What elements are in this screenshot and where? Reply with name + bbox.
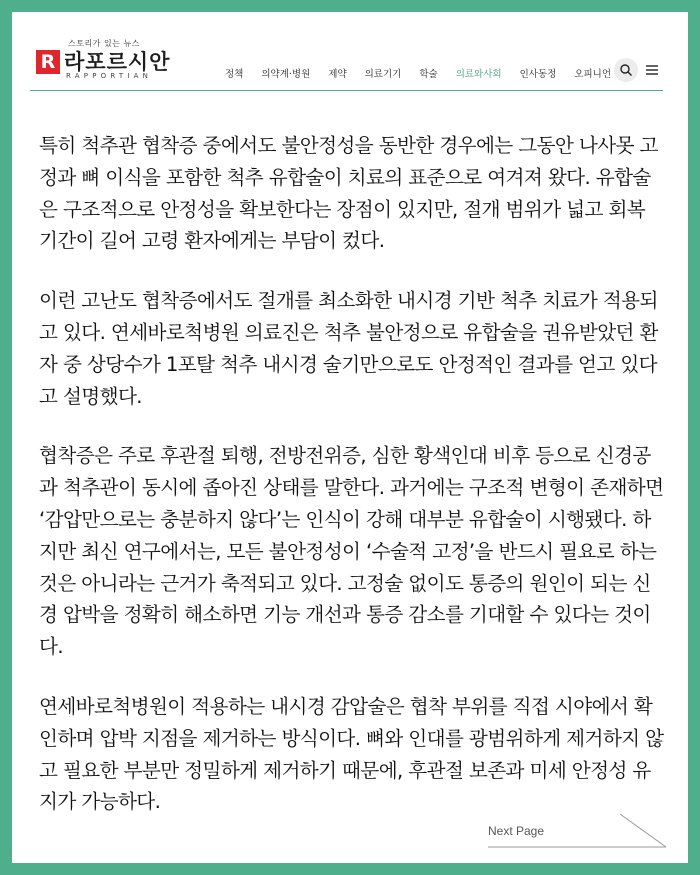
nav-item-policy[interactable]: 정책 (225, 69, 244, 80)
logo-tagline: 스토리가 있는 뉴스 (68, 39, 140, 48)
main-nav (225, 66, 629, 80)
header-divider (30, 90, 663, 91)
nav-item-hospital[interactable]: 의약계·병원 (261, 69, 311, 80)
logo-subtitle: RAPPORTIAN (66, 72, 153, 80)
site-header (12, 12, 688, 92)
next-page-link[interactable]: Next Page (488, 824, 545, 838)
menu-button[interactable] (644, 62, 660, 78)
article-paragraph-1: 특히 척추관 협착증 중에서도 불안정성을 동반한 경우에는 그동안 나사못 고정과 뼈 이식을 포함한 척추 유합술이 치료의 표준으로 여겨져 왔다. 유합술은 구조적으로 안정성을 확보한다는 장점이 있지만, 절개 범위가 넓고 회복 기간이 길어 고령 환자에게는 부담이 컸다. (39, 134, 658, 253)
logo-name[interactable]: 라포르시안 (64, 50, 171, 74)
nav-item-devices[interactable]: 의료기기 (364, 69, 402, 80)
nav-item-opinion[interactable]: 오피니언 (574, 69, 612, 80)
hamburger-menu-icon (644, 62, 660, 78)
article-body (39, 130, 669, 846)
nav-item-academic[interactable]: 학술 (419, 69, 438, 80)
article-paragraph-2: 이런 고난도 협착증에서도 절개를 최소화한 내시경 기반 척추 치료가 적용되고 있다. 연세바로척병원 의료진은 척추 불안정으로 유합술을 권유받았던 환자 중 상당수가 1포탈 척추 내시경 술기만으로도 안정적인 결과를 얻고 있다고 설명했다. (39, 289, 658, 408)
nav-item-pharma[interactable]: 제약 (328, 69, 347, 80)
logo-mark[interactable]: R (36, 50, 60, 74)
search-icon (619, 63, 633, 77)
search-button[interactable] (614, 58, 638, 82)
nav-item-people[interactable]: 인사동정 (519, 69, 557, 80)
article-paragraph-4: 연세바로척병원이 적용하는 내시경 감압술은 협착 부위를 직접 시야에서 확인하며 압박 지점을 제거하는 방식이다. 뼈와 인대를 광범위하게 제거하지 않고 필요한 부분만 정밀하게 제거하기 때문에, 후관절 보존과 미세 안정성 유지가 가능하다. (39, 694, 664, 814)
nav-item-society[interactable]: 의료와사회 (455, 69, 502, 80)
page-panel (12, 12, 688, 863)
article-paragraph-3: 협착증은 주로 후관절 퇴행, 전방전위증, 심한 황색인대 비후 등으로 신경공과 척추관이 동시에 좁아진 상태를 말한다. 과거에는 구조적 변형이 존재하면 ‘감압만으로는 충분하지 않다’는 인식이 강해 대부분 유합술이 시행됐다. 하지만 최신 연구에서는, 모든 불안정성이 ‘수술적 고정’을 반드시 필요로 하는 것은 아니라는 근거가 축적되고 있다. 고정술 없이도 통증의 원인이 되는 신경 압박을 정확히 해소하면 기능 개선과 통증 감소를 기대할 수 있다는 것이다. (39, 444, 664, 659)
